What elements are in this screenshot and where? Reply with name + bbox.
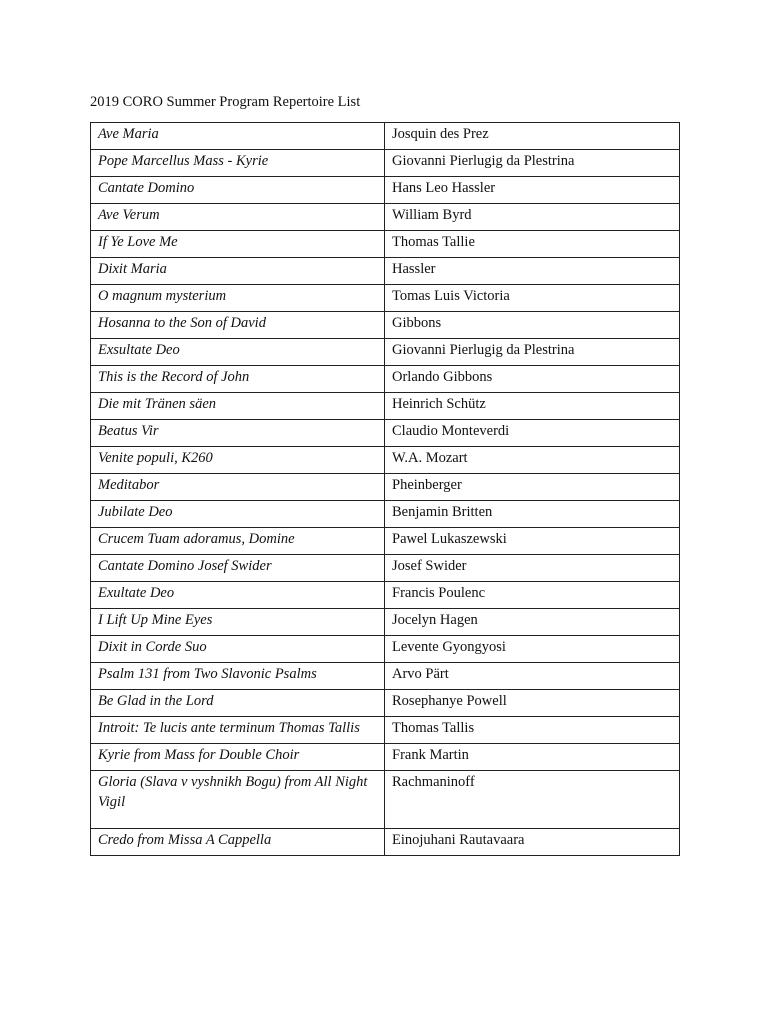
- composer-name: Einojuhani Rautavaara: [385, 829, 680, 856]
- composer-name: Jocelyn Hagen: [385, 609, 680, 636]
- table-row: [91, 312, 680, 339]
- composer-name: W.A. Mozart: [385, 447, 680, 474]
- work-title: I Lift Up Mine Eyes: [91, 609, 385, 636]
- table-row: [91, 582, 680, 609]
- work-title: Kyrie from Mass for Double Choir: [91, 744, 385, 771]
- work-title: If Ye Love Me: [91, 231, 385, 258]
- composer-name: Levente Gyongyosi: [385, 636, 680, 663]
- work-title: Ave Verum: [91, 204, 385, 231]
- work-title: Credo from Missa A Cappella: [91, 829, 385, 856]
- table-row: [91, 285, 680, 312]
- table-row: [91, 474, 680, 501]
- composer-name: Frank Martin: [385, 744, 680, 771]
- repertoire-table: [90, 122, 680, 856]
- work-title: Dixit Maria: [91, 258, 385, 285]
- work-title: Die mit Tränen säen: [91, 393, 385, 420]
- table-row: [91, 690, 680, 717]
- repertoire-table-body: [91, 123, 680, 856]
- table-row: [91, 420, 680, 447]
- table-row: [91, 717, 680, 744]
- work-title: Pope Marcellus Mass - Kyrie: [91, 150, 385, 177]
- work-title: Hosanna to the Son of David: [91, 312, 385, 339]
- work-title: O magnum mysterium: [91, 285, 385, 312]
- composer-name: Josquin des Prez: [385, 123, 680, 150]
- composer-name: Thomas Tallis: [385, 717, 680, 744]
- work-title: Exultate Deo: [91, 582, 385, 609]
- table-row: [91, 744, 680, 771]
- table-row: [91, 829, 680, 856]
- work-title: Crucem Tuam adoramus, Domine: [91, 528, 385, 555]
- work-title: Be Glad in the Lord: [91, 690, 385, 717]
- work-title: Cantate Domino Josef Swider: [91, 555, 385, 582]
- table-row: [91, 609, 680, 636]
- work-title: Beatus Vir: [91, 420, 385, 447]
- composer-name: Benjamin Britten: [385, 501, 680, 528]
- work-title: Venite populi, K260: [91, 447, 385, 474]
- table-row: [91, 636, 680, 663]
- work-title: Exsultate Deo: [91, 339, 385, 366]
- composer-name: Rachmaninoff: [385, 771, 680, 829]
- work-title: Gloria (Slava v vyshnikh Bogu) from All Night Vigil: [91, 771, 385, 829]
- composer-name: Giovanni Pierlugig da Plestrina: [385, 339, 680, 366]
- table-row: [91, 393, 680, 420]
- work-title: Psalm 131 from Two Slavonic Psalms: [91, 663, 385, 690]
- table-row: [91, 555, 680, 582]
- table-row: [91, 177, 680, 204]
- composer-name: Orlando Gibbons: [385, 366, 680, 393]
- composer-name: Josef Swider: [385, 555, 680, 582]
- table-row: [91, 366, 680, 393]
- table-row: [91, 150, 680, 177]
- composer-name: Francis Poulenc: [385, 582, 680, 609]
- work-title: Meditabor: [91, 474, 385, 501]
- work-title: Cantate Domino: [91, 177, 385, 204]
- work-title: Dixit in Corde Suo: [91, 636, 385, 663]
- table-row: [91, 123, 680, 150]
- table-row: [91, 501, 680, 528]
- work-title: Introit: Te lucis ante terminum Thomas Tallis: [91, 717, 385, 744]
- composer-name: Rosephanye Powell: [385, 690, 680, 717]
- table-row: [91, 339, 680, 366]
- table-row: [91, 771, 680, 829]
- composer-name: Arvo Pärt: [385, 663, 680, 690]
- composer-name: Giovanni Pierlugig da Plestrina: [385, 150, 680, 177]
- table-row: [91, 258, 680, 285]
- composer-name: Pawel Lukaszewski: [385, 528, 680, 555]
- composer-name: Thomas Tallie: [385, 231, 680, 258]
- work-title: This is the Record of John: [91, 366, 385, 393]
- table-row: [91, 528, 680, 555]
- composer-name: Claudio Monteverdi: [385, 420, 680, 447]
- table-row: [91, 447, 680, 474]
- work-title: Ave Maria: [91, 123, 385, 150]
- composer-name: Gibbons: [385, 312, 680, 339]
- composer-name: William Byrd: [385, 204, 680, 231]
- composer-name: Hans Leo Hassler: [385, 177, 680, 204]
- document-title: 2019 CORO Summer Program Repertoire List: [90, 94, 361, 110]
- table-row: [91, 204, 680, 231]
- table-row: [91, 663, 680, 690]
- composer-name: Tomas Luis Victoria: [385, 285, 680, 312]
- table-row: [91, 231, 680, 258]
- composer-name: Pheinberger: [385, 474, 680, 501]
- composer-name: Heinrich Schütz: [385, 393, 680, 420]
- composer-name: Hassler: [385, 258, 680, 285]
- work-title: Jubilate Deo: [91, 501, 385, 528]
